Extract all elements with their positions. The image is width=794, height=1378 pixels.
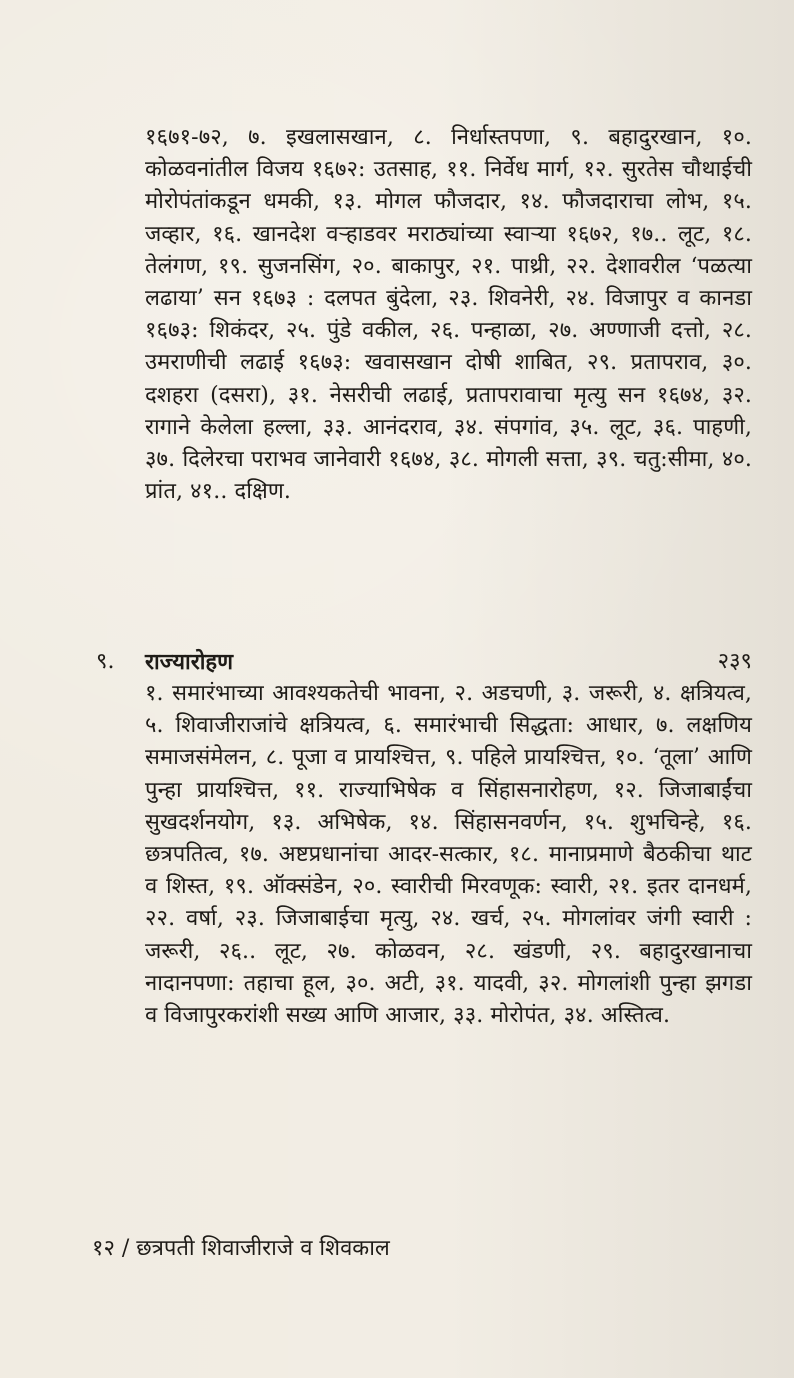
contents-continuation-paragraph: १६७१-७२, ७. इखलासखान, ८. निर्धास्तपणा, ९. बहादुरखान, १०. कोळवनांतील विजय १६७२: उतसाह, ११. निर्वेध मार्ग, १२. सुरतेस चौथाईची मोरोपंतांकडून धमकी, १३. मोगल फौजदार, १४. फौजदाराचा लोभ, १५. जव्हार, १६. खानदेश वऱ्हाडवर मराठ्यांच्या स्वाऱ्या १६७२, १७.. लूट, १८. तेलंगण, १९. सुजनसिंग, २०. बाकापुर, २१. पाथ्री, २२. देशावरील ‘पळत्या लढाया’ सन १६७३ : दलपत बुंदेला, २३. शिवनेरी, २४. विजापुर व कानडा १६७३: शिकंदर, २५. पुंडे वकील, २६. पन्हाळा, २७. अण्णाजी दत्तो, २८. उमराणीची लढाई १६७३: खवासखान दोषी शाबित, २९. प्रतापराव, ३०. दशहरा (दसरा), ३१. नेसरीची लढाई, प्रतापरावाचा मृत्यु सन १६७४, ३२. रागाने केलेला हल्ला, ३३. आनंदराव, ३४. संपगांव, ३५. लूट, ३६. पाहणी, ३७. दिलेरचा पराभव जानेवारी १६७४, ३८. मोगली सत्ता, ३९. चतु:सीमा, ४०. प्रांत, ४१.. दक्षिण. <box>145 125 752 505</box>
page-footer: १२ / छत्रपती शिवाजीराजे व शिवकाल <box>92 1236 390 1261</box>
chapter-page-number: २३९ <box>717 649 752 674</box>
chapter-title: राज्यारोहण <box>145 649 234 675</box>
chapter-contents-paragraph: १. समारंभाच्या आवश्यकतेची भावना, २. अडचणी, ३. जरूरी, ४. क्षत्रियत्व, ५. शिवाजीराजांचे क्षत्रियत्व, ६. समारंभाची सिद्धता: आधार, ७. लक्षणिय समाजसंमेलन, ८. पूजा व प्रायश्चित्त, ९. पहिले प्रायश्चित्त, १०. ‘तूला’ आणि पुन्हा प्रायश्चित्त, ११. राज्याभिषेक व सिंहासनारोहण, १२. जिजाबाईंचा सुखदर्शनयोग, १३. अभिषेक, १४. सिंहासनवर्णन, १५. शुभचिन्हे, १६. छत्रपतित्व, १७. अष्टप्रधानांचा आदर-सत्कार, १८. मानाप्रमाणे बैठकीचा थाट व शिस्त, १९. ऑक्संडेन, २०. स्वारीची मिरवणूक: स्वारी, २१. इतर दानधर्म, २२. वर्षा, २३. जिजाबाईचा मृत्यु, २४. खर्च, २५. मोगलांवर जंगी स्वारी : जरूरी, २६.. लूट, २७. कोळवन, २८. खंडणी, २९. बहादुरखानाचा नादानपणा: तहाचा हूल, ३०. अटी, ३१. यादवी, ३२. मोगलांशी पुन्हा झगडा व विजापुरकरांशी सख्य आणि आजार, ३३. मोरोपंत, ३४. अस्तित्व. <box>145 681 752 1029</box>
chapter-number: ९. <box>96 649 115 674</box>
chapter-heading-row <box>96 646 752 678</box>
